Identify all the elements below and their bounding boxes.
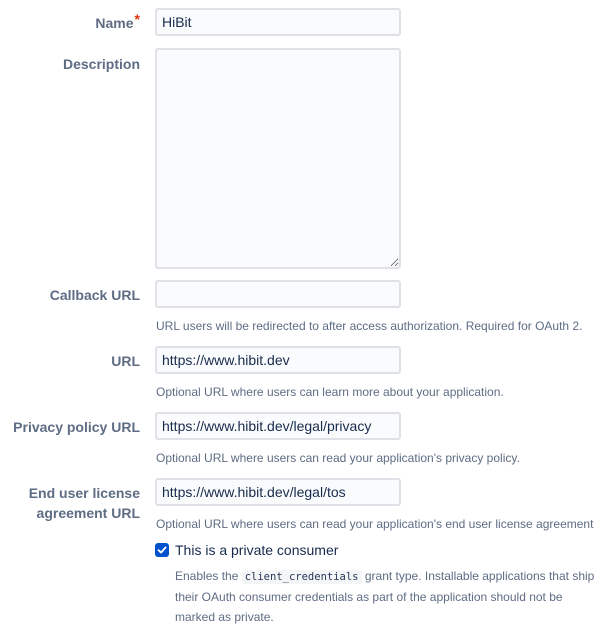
privacy-url-help: Optional URL where users can read your application's privacy policy. (156, 451, 520, 465)
eula-url-help: Optional URL where users can read your application's end user license agreement (156, 517, 594, 531)
private-consumer-checkbox[interactable] (155, 543, 169, 557)
eula-url-label-line1: End user license (28, 485, 140, 501)
required-asterisk: * (134, 11, 140, 27)
checkmark-icon (157, 545, 167, 555)
note-text-line2: their OAuth consumer credentials as part of the application should not be (175, 590, 563, 604)
url-help: Optional URL where users can learn more about your application. (156, 385, 504, 399)
note-text-before: Enables the (175, 569, 242, 583)
callback-url-help: URL users will be redirected to after access authorization. Required for OAuth 2. (156, 319, 583, 333)
callback-url-label: Callback URL (49, 287, 140, 303)
callback-url-input[interactable] (155, 280, 401, 308)
description-label: Description (62, 56, 140, 72)
url-label: URL (111, 353, 140, 369)
client-credentials-code: client_credentials (242, 570, 362, 584)
private-consumer-note (175, 566, 605, 627)
note-text-line3: marked as private. (175, 610, 274, 624)
private-consumer-row[interactable] (155, 541, 338, 559)
private-consumer-label: This is a private consumer (175, 542, 339, 558)
name-label-text: Name (95, 15, 134, 31)
url-input[interactable] (155, 346, 401, 374)
name-label (95, 13, 140, 33)
privacy-url-label: Privacy policy URL (13, 419, 140, 435)
note-text-after: grant type. Installable applications that ship (361, 569, 595, 583)
description-textarea[interactable] (155, 48, 401, 269)
privacy-url-input[interactable] (155, 412, 401, 440)
eula-url-label-line2: agreement URL (36, 505, 140, 521)
eula-url-input[interactable] (155, 478, 401, 506)
name-input[interactable] (155, 8, 401, 36)
